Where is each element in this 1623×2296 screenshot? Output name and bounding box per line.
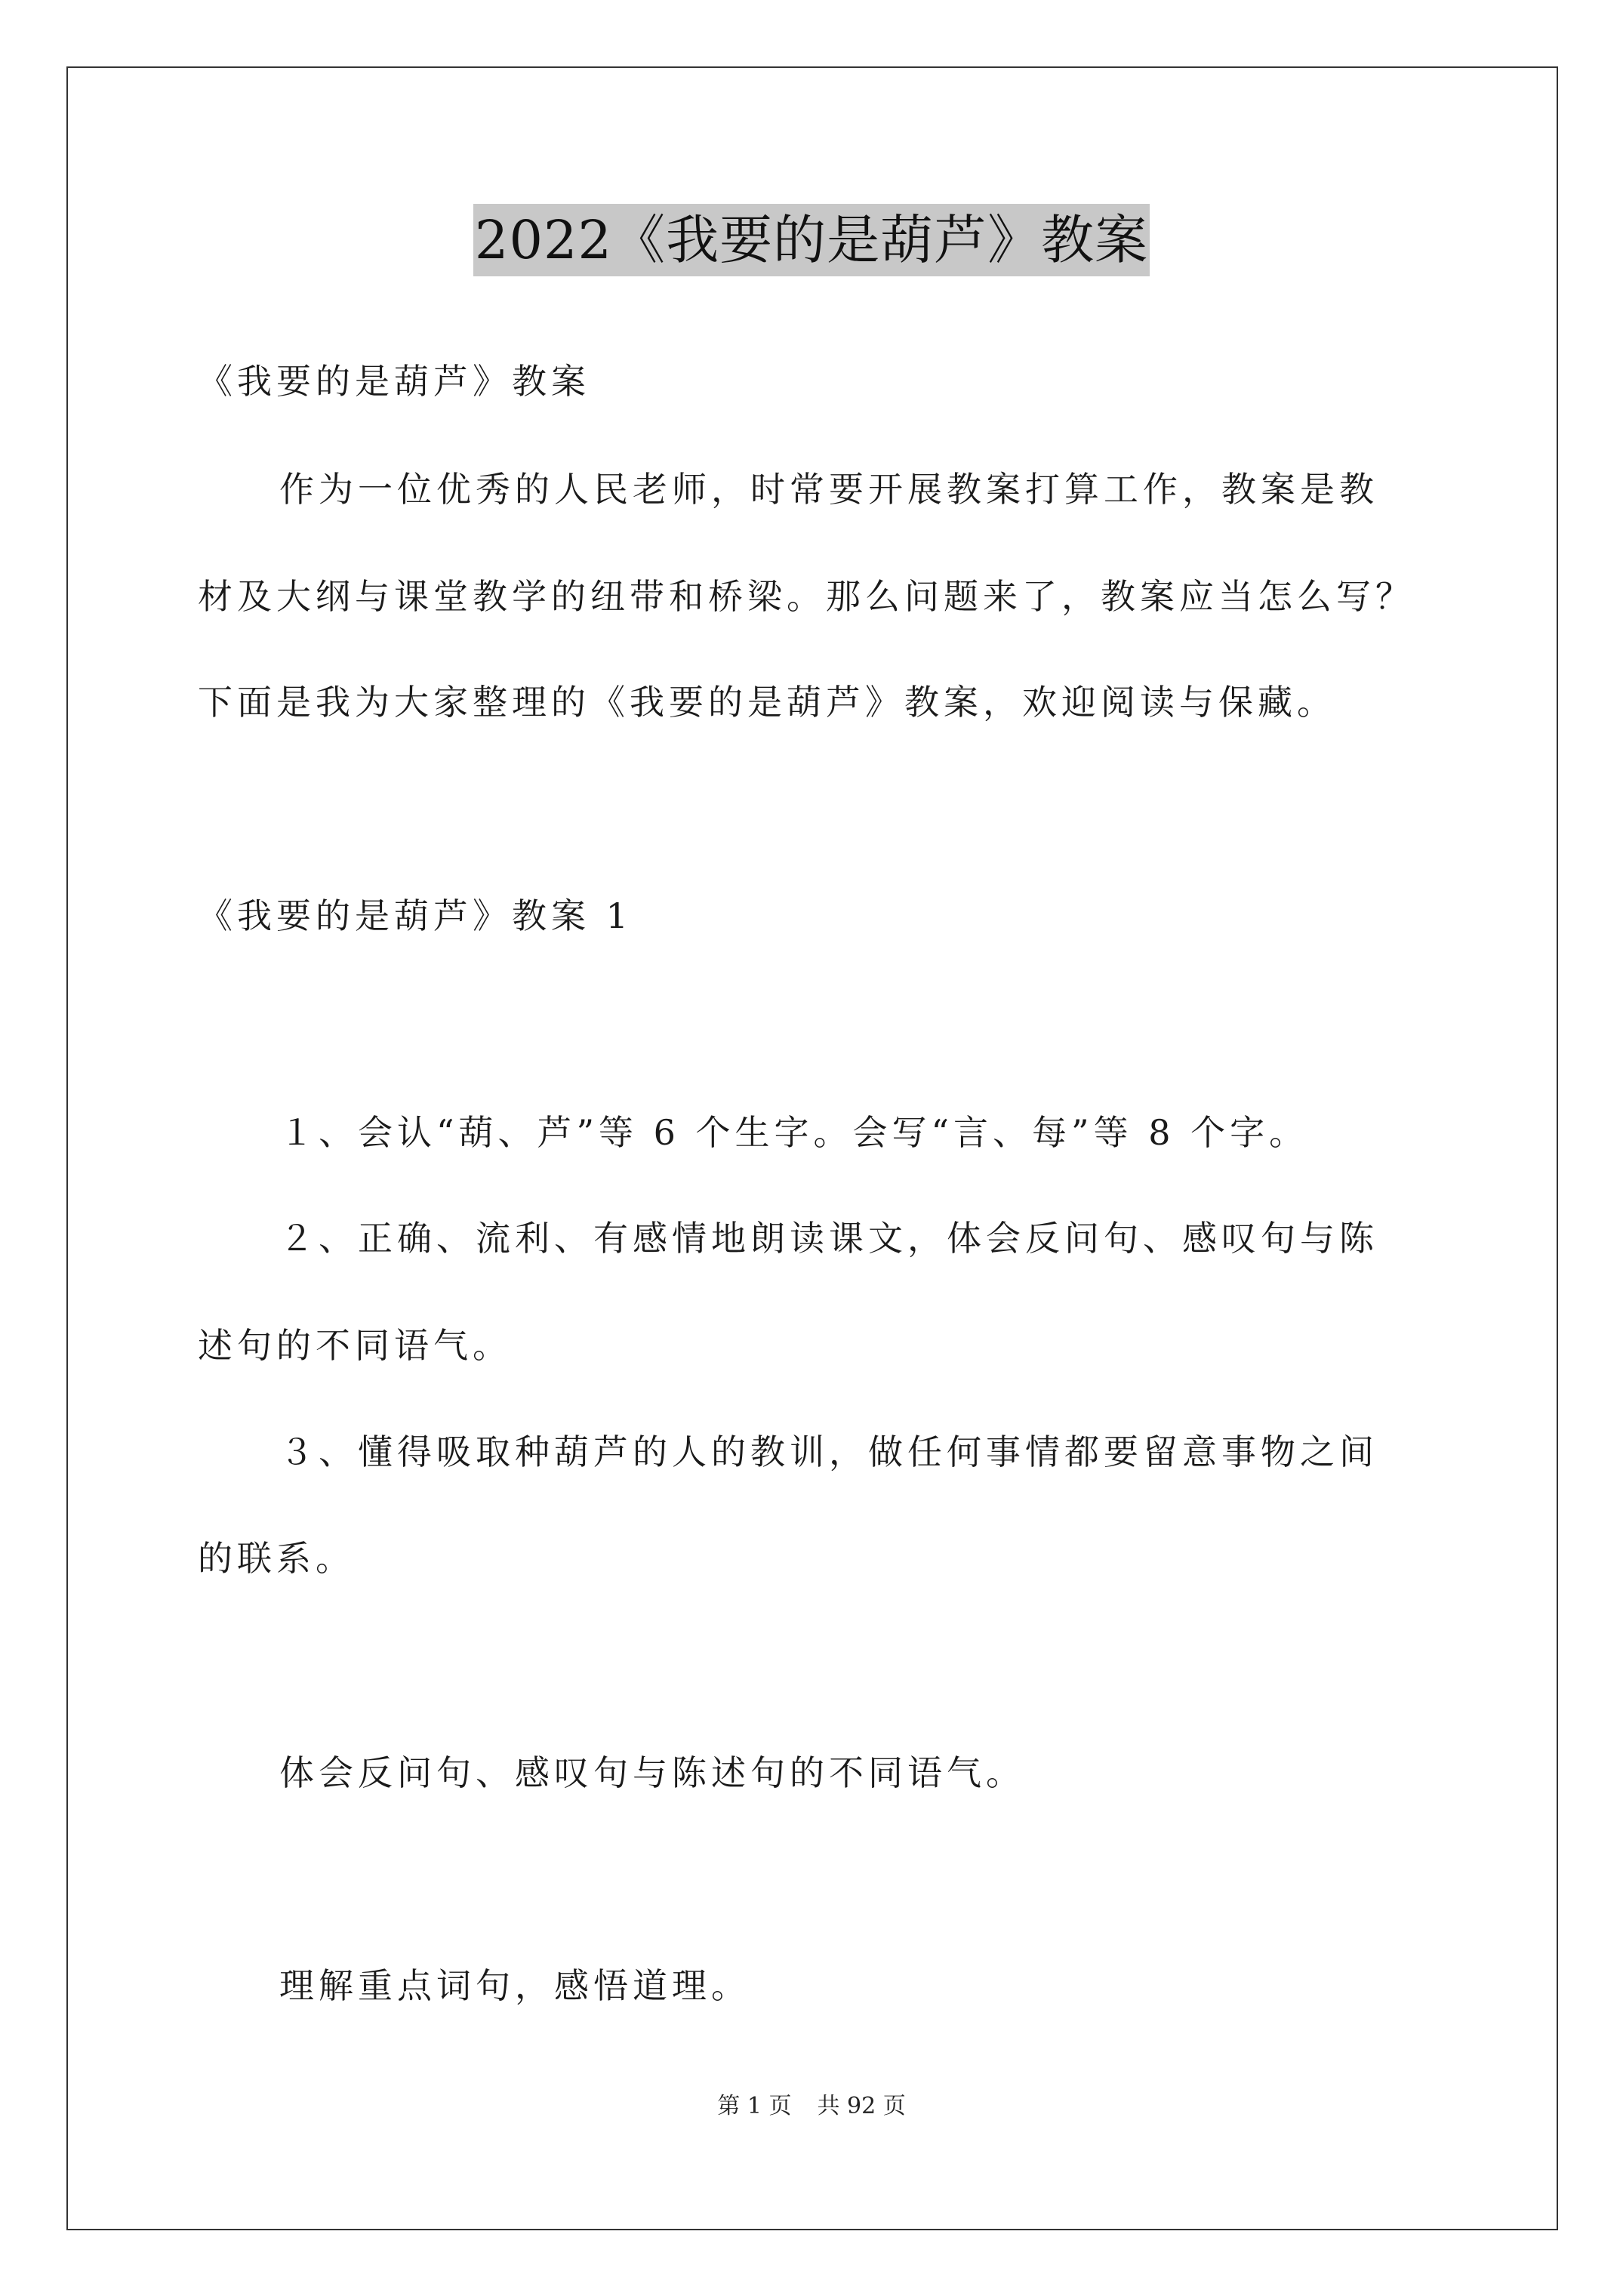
intro-line-2: 材及大纲与课堂教学的纽带和桥梁。那么问题来了，教案应当怎么写？ <box>198 576 1415 617</box>
document-title: 2022《我要的是葫芦》教案 <box>473 204 1150 276</box>
document-subtitle: 《我要的是葫芦》教案 <box>198 361 590 402</box>
page-number: 第 1 页 <box>717 2093 792 2119</box>
page-footer <box>0 2091 1623 2122</box>
intro-line-1: 作为一位优秀的人民老师，时常要开展教案打算工作，教案是教 <box>279 469 1378 510</box>
intro-line-3: 下面是我为大家整理的《我要的是葫芦》教案，欢迎阅读与保藏。 <box>198 682 1336 723</box>
objective-line-1: １、会认“葫、芦”等 6 个生字。会写“言、每”等 8 个字。 <box>279 1112 1309 1153</box>
section-heading: 《我要的是葫芦》教案 1 <box>198 895 633 936</box>
objective-line-4: ３、懂得吸取种葫芦的人的教训，做任何事情都要留意事物之间 <box>279 1432 1378 1472</box>
title-wrap <box>0 204 1623 276</box>
objective-line-2: ２、正确、流利、有感情地朗读课文，体会反问句、感叹句与陈 <box>279 1218 1378 1259</box>
difficulty: 理解重点词句，感悟道理。 <box>279 1965 750 2006</box>
objective-line-3: 述句的不同语气。 <box>198 1325 512 1366</box>
objective-line-5: 的联系。 <box>198 1538 355 1579</box>
key-point: 体会反问句、感叹句与陈述句的不同语气。 <box>279 1752 1025 1793</box>
page-total: 共 92 页 <box>817 2093 906 2119</box>
